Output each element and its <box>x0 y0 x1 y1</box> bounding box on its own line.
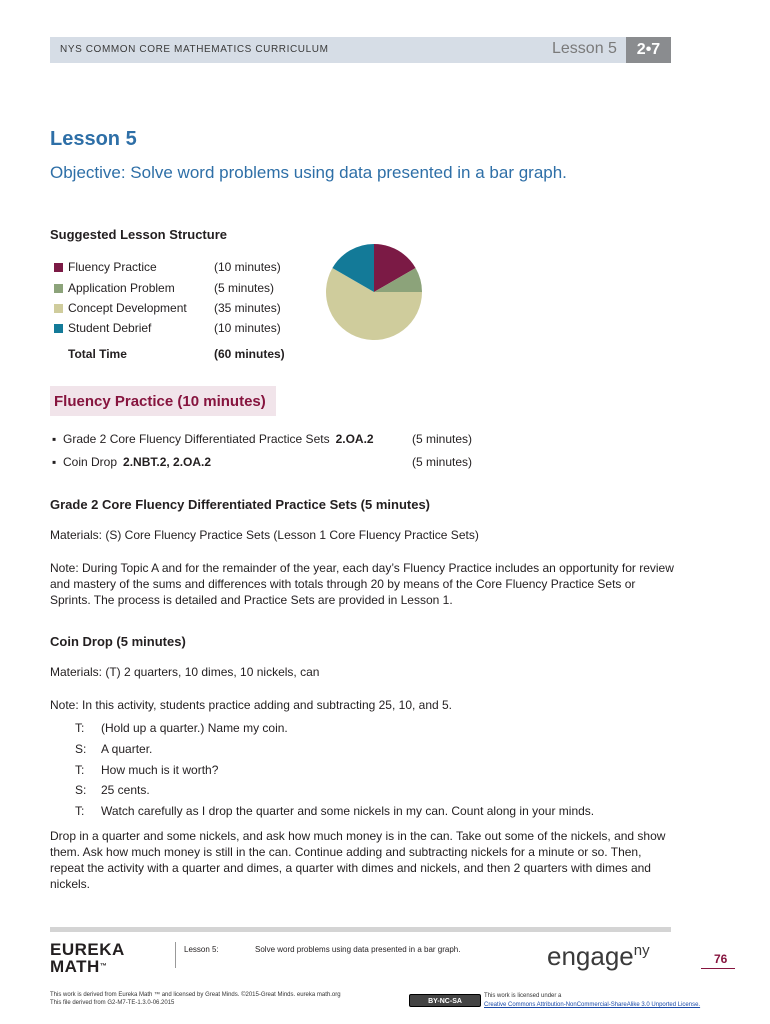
debrief-swatch <box>54 324 63 333</box>
practice-sets-note: Note: During Topic A and for the remainder of the year, each day’s Fluency Practice includes an opportunity for review and mastery of the sums and differences with totals through 20 by means of the Core Fluency Practice Sets or Sprints. The process is detailed and Practice Sets are provided in Lesson 1. <box>50 561 674 607</box>
coin-drop-closing: Drop in a quarter and some nickels, and ask how much money is in the can. Take out some of the nickels, and show them. Ask how much money is still in the can. Continue adding and subtracting nickels for a minute or so. Then, repeat the activity with a quarter and dimes, a quarter with dimes and nickels, and then 2 quarters with dimes and nickels. <box>50 829 666 891</box>
page-number-underline <box>701 968 735 969</box>
dialog-text: 25 cents. <box>101 783 150 797</box>
dialog-speaker: T: <box>75 804 85 818</box>
creative-commons-icon: BY-NC-SA <box>409 994 481 1007</box>
structure-row-time: (35 minutes) <box>214 301 281 315</box>
structure-row-time: (10 minutes) <box>214 321 281 335</box>
curriculum-title: NYS COMMON CORE MATHEMATICS CURRICULUM <box>60 44 329 55</box>
dialog-text: A quarter. <box>101 742 153 756</box>
dialog-text: Watch carefully as I drop the quarter and some nickels in my can. Count along in your minds. <box>101 804 595 818</box>
fluency-item-time: (5 minutes) <box>412 455 473 469</box>
license-notice: This work is licensed under a <box>484 993 562 999</box>
fluency-item-text: Coin Drop <box>63 455 118 469</box>
fluency-swatch <box>54 263 63 272</box>
fluency-item-standard: 2.NBT.2, 2.OA.2 <box>123 455 212 469</box>
coin-drop-note: Note: In this activity, students practice adding and subtracting 25, 10, and 5. <box>50 698 453 712</box>
footer-divider <box>175 942 176 968</box>
practice-sets-materials: Materials: (S) Core Fluency Practice Sets (Lesson 1 Core Fluency Practice Sets) <box>50 528 479 542</box>
footer-lesson: Lesson 5: <box>184 945 219 954</box>
file-notice: This file derived from G2-M7-TE-1.3.0-06.2015 <box>50 1000 175 1006</box>
list-item <box>52 455 492 471</box>
dialog-speaker: T: <box>75 763 85 777</box>
eureka-logo-line1: EUREKA <box>50 940 125 959</box>
total-time-label: Total Time <box>68 347 127 361</box>
fluency-section-title: Fluency Practice (10 minutes) <box>54 393 266 410</box>
dialog-text: (Hold up a quarter.) Name my coin. <box>101 721 288 735</box>
dialog-text: How much is it worth? <box>101 763 219 777</box>
lesson-objective: Objective: Solve word problems using data presented in a bar graph. <box>50 163 567 182</box>
header-lesson-label: Lesson 5 <box>552 40 617 57</box>
eureka-math-logo <box>50 941 125 975</box>
list-item <box>52 432 492 448</box>
engage-text: engage <box>547 941 634 971</box>
structure-row-name: Application Problem <box>68 281 175 295</box>
footer-rule <box>50 927 671 932</box>
bullet-icon: ▪ <box>52 455 57 469</box>
concept-swatch <box>54 304 63 313</box>
dialog-speaker: S: <box>75 742 87 756</box>
application-swatch <box>54 284 63 293</box>
page-number: 76 <box>714 952 728 966</box>
fluency-item-time: (5 minutes) <box>412 432 473 446</box>
engageny-logo <box>547 941 650 972</box>
structure-heading: Suggested Lesson Structure <box>50 227 227 242</box>
eureka-logo-line2: MATH <box>50 957 100 976</box>
coin-drop-heading: Coin Drop (5 minutes) <box>50 634 186 649</box>
coin-drop-materials: Materials: (T) 2 quarters, 10 dimes, 10 nickels, can <box>50 665 320 679</box>
practice-sets-heading: Grade 2 Core Fluency Differentiated Practice Sets (5 minutes) <box>50 497 431 512</box>
fluency-item-standard: 2.OA.2 <box>335 432 374 446</box>
footer-objective: Solve word problems using data presented in a bar graph. <box>255 945 461 954</box>
structure-row-name: Concept Development <box>68 301 187 315</box>
structure-row-name: Student Debrief <box>68 321 152 335</box>
dialog-speaker: T: <box>75 721 85 735</box>
license-link[interactable]: Creative Commons Attribution-NonCommercial-ShareAlike 3.0 Unported License. <box>484 1002 701 1008</box>
derived-notice: This work is derived from Eureka Math ™ and licensed by Great Minds. ©2015-Great Minds. eureka math.org <box>50 992 341 998</box>
trademark-mark: ™ <box>99 963 108 970</box>
fluency-item-text: Grade 2 Core Fluency Differentiated Practice Sets <box>63 432 330 446</box>
structure-row-time: (10 minutes) <box>214 260 281 274</box>
dialog-speaker: S: <box>75 783 87 797</box>
bullet-icon: ▪ <box>52 432 57 446</box>
engage-sup: ny <box>633 942 650 959</box>
total-time-value: (60 minutes) <box>214 347 285 361</box>
lesson-title: Lesson 5 <box>50 128 137 150</box>
structure-row-time: (5 minutes) <box>214 281 275 295</box>
structure-row-name: Fluency Practice <box>68 260 157 274</box>
lesson-structure-pie-chart <box>324 242 424 342</box>
module-badge: 2•7 <box>626 37 671 63</box>
